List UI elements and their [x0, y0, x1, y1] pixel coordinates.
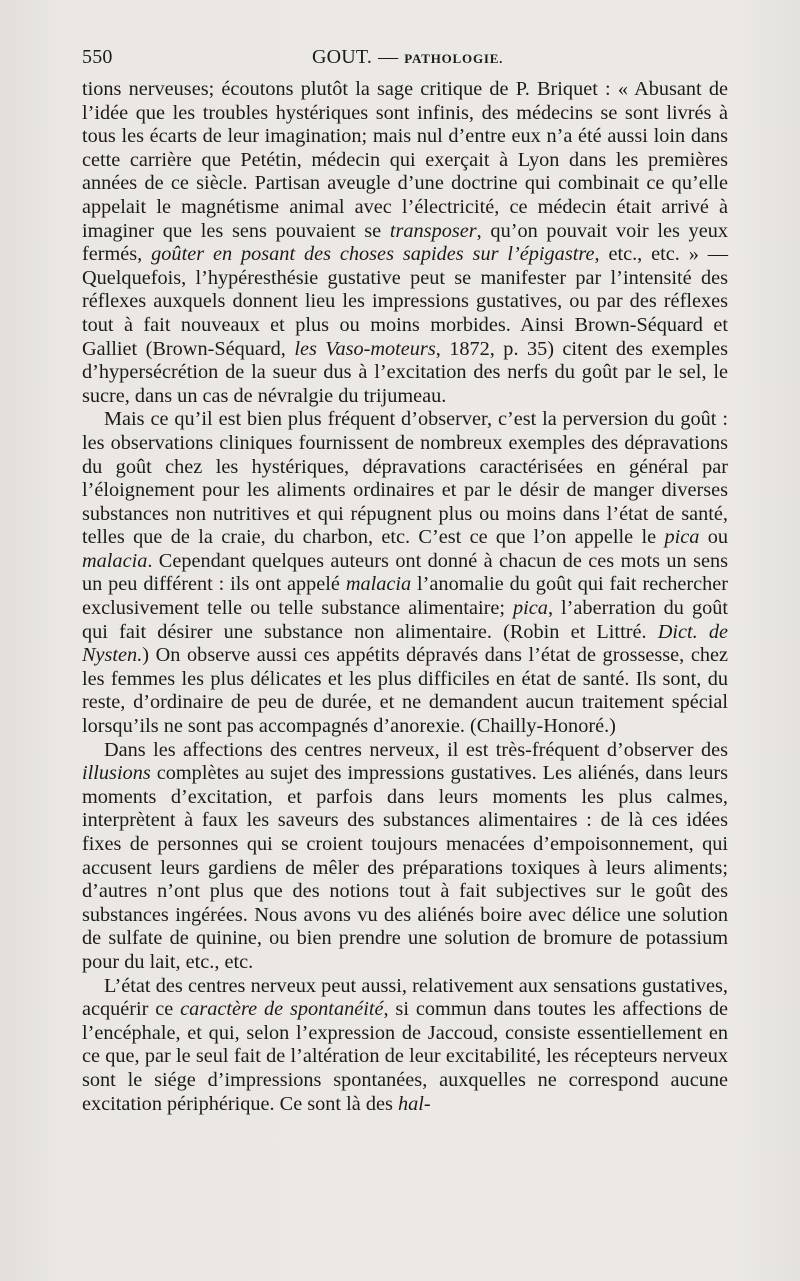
italic-text: malacia: [345, 573, 412, 596]
text-run: L’état des centres nerveux peut aussi, relativement aux sensations gustatives, acquérir ce: [82, 974, 728, 1021]
page-number: 550: [82, 46, 113, 68]
italic-text: caractère de spontanéité: [180, 998, 384, 1021]
running-header: [82, 40, 728, 76]
italic-text: transposer: [389, 219, 477, 242]
italic-text: hal-: [397, 1092, 431, 1115]
text-run: complètes au sujet des impressions gustatives. Les aliénés, dans leurs moments d’excitation, et parfois dans leurs moments les plus calmes, interprètent à faux les saveurs des substances alimentaires : de là ces idées fixes de personnes qui se croient toujours menacées d’empoisonnement, qui accusent leurs gardiens de mêler des préparations toxiques à leurs aliments; d’autres n’ont plus que des notions tout à fait subjectives sur le goût des substances ingérées. Nous avons vu des aliénés boire avec délice une solution de sulfate de quinine, ou bien prendre une solution de bromure de potassium pour du lait, etc., etc.: [82, 762, 728, 973]
italic-text: pica: [513, 597, 548, 620]
text-run: ) On observe aussi ces appétits dépravés dans l’état de grossesse, chez les femmes les plus délicates et les plus difficiles en état de santé. Ils sont, du reste, d’ordinaire de peu de durée, et ne demandent aucun traitement spécial lorsqu’ils ne sont pas accompagnés d’anorexie. (Chailly-Honoré.): [82, 644, 728, 738]
italic-text: les Vaso-moteurs: [294, 337, 436, 360]
body-text: [82, 78, 728, 1116]
paragraph: [82, 739, 728, 975]
italic-text: goûter en posant des choses sapides sur l’épigastre: [151, 243, 595, 266]
paragraph: [82, 78, 728, 408]
paragraph: [82, 975, 728, 1117]
subtitle: PATHOLOGIE.: [404, 51, 504, 66]
text-run: , l’aberration du goût qui fait désirer une substance non alimentaire. (Robin et Littré.: [82, 597, 728, 643]
title-separator: —: [378, 46, 399, 68]
text-run: , 1872, p. 35) citent des exemples d’hypersécrétion de la sueur dus à l’excitation des nerfs du goût par le sel, le sucre, dans un cas de névralgie du trijumeau.: [82, 337, 728, 407]
running-title: [312, 46, 503, 69]
paragraph: [82, 408, 728, 738]
italic-text: malacia: [82, 549, 148, 572]
italic-text: Dict. de Nysten.: [82, 620, 728, 667]
text-run: Dans les affections des centres nerveux, il est très-fréquent d’observer des: [104, 738, 728, 761]
italic-text: pica: [664, 526, 700, 549]
text-run: . Cependant quelques auteurs ont donné à chacun de ces mots un sens un peu différent : ils ont appelé: [82, 549, 728, 596]
title: GOUT.: [312, 46, 373, 68]
text-run: , etc., etc. » — Quelquefois, l’hypéresthésie gustative peut se manifester par l’intensité des réflexes auxquels donnent lieu les impressions gustatives, ou par des réflexes tout à fait nouveaux et plus ou moins morbides. Ainsi Brown-Séquard et Galliet (Brown-Séquard,: [82, 243, 729, 360]
text-run: , si commun dans toutes les affections de l’encéphale, et qui, selon l’expression de Jaccoud, consiste essentiellement en ce que, par le seul fait de l’altération de leur excitabilité, les récepteurs nerveux sont le siége d’impressions spontanées, auxquelles ne correspond aucune excitation périphérique. Ce sont là des: [82, 998, 728, 1115]
text-run: , qu’on pouvait voir les yeux fermés,: [82, 219, 728, 266]
text-run: tions nerveuses; écoutons plutôt la sage critique de P. Briquet : « Abusant de l’idée que les troubles hystériques sont infinis, des médecins se sont livrés à tous les écarts de leur imagination; mais nul d’entre eux n’a été aussi loin dans cette carrière que Petétin, médecin qui exerçait à Lyon dans les premières années de ce siècle. Partisan aveugle d’une doctrine qui combinait ce qu’elle appelait le magnétisme animal avec l’électricité, ce médecin était arrivé à imaginer que les sens pouvaient se: [82, 78, 728, 242]
text-run: Mais ce qu’il est bien plus fréquent d’observer, c’est la perversion du goût : les observations cliniques fournissent de nombreux exemples des dépravations du goût chez les hystériques, dépravations caractérisées en général par l’éloignement pour les aliments ordinaires et par le désir de manger diverses substances non nutritives et qui répugnent plus ou moins dans l’état de santé, telles que de la craie, du charbon, etc. C’est ce que l’on appelle le: [82, 408, 728, 549]
text-run: l’anomalie du goût qui fait rechercher exclusivement telle ou telle substance alimentaire;: [82, 573, 728, 620]
text-run: ou: [699, 526, 728, 549]
italic-text: illusions: [82, 762, 151, 785]
